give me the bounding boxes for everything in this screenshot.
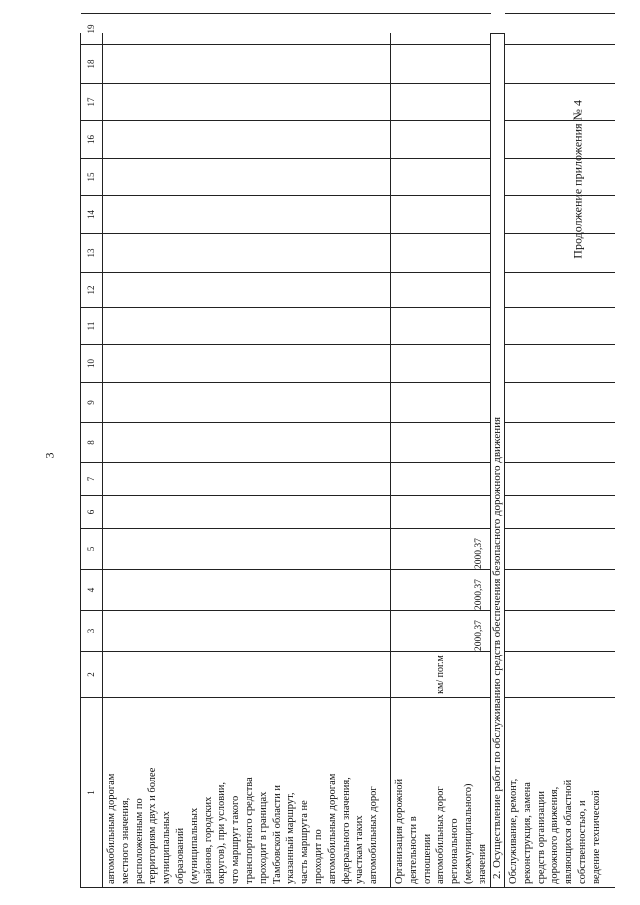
table-cell <box>505 570 615 611</box>
description-line: деятельности в <box>407 816 419 884</box>
table-cell <box>505 652 615 698</box>
table-cell <box>505 84 615 121</box>
table-cell <box>103 273 391 308</box>
description-line: автомобильных дорог <box>368 786 380 884</box>
description-line: ведение технической <box>590 790 602 884</box>
table-cell <box>103 611 391 652</box>
column-number: 11 <box>81 308 103 345</box>
column-number: 13 <box>81 234 103 273</box>
table-cell <box>391 84 491 121</box>
description-line: транспортного средства <box>243 777 255 884</box>
table-cell <box>505 529 615 570</box>
table-cell <box>391 273 491 308</box>
table-cell <box>391 234 491 273</box>
table-cell <box>103 423 391 463</box>
table-cell <box>391 308 491 345</box>
table-cell <box>391 463 491 496</box>
description-line: местного значения, <box>119 797 131 884</box>
table-cell <box>505 159 615 196</box>
table-cell <box>391 45 491 84</box>
description-line: Обслуживание, ремонт, <box>508 778 519 884</box>
table-cell <box>391 159 491 196</box>
description-line: муниципальных <box>161 811 173 884</box>
description-line: автомобильным дорогам <box>326 773 338 884</box>
table-cell <box>505 611 615 652</box>
table-cell <box>505 196 615 234</box>
description-line: территориям двух и более <box>147 767 159 884</box>
description-line: значения <box>476 843 488 884</box>
row-description <box>391 698 491 888</box>
description-line: дорожного движения, <box>549 786 561 884</box>
table-cell <box>505 273 615 308</box>
table-cell <box>505 423 615 463</box>
row-description <box>103 698 391 888</box>
page-number: 3 <box>42 452 57 459</box>
table-cell <box>103 463 391 496</box>
section-title: 2. Осуществление работ по обслуживанию средств обеспечения безопасного дорожного движения <box>491 416 503 879</box>
unit-cell: км/ пог.м <box>391 652 491 698</box>
description-line: собственностью, и <box>576 800 588 884</box>
section-header <box>490 33 504 888</box>
row-description <box>505 698 615 888</box>
description-line: Организация дорожной <box>394 778 405 884</box>
description-line: (муниципальных <box>188 807 200 884</box>
description-line: федерального значения, <box>340 777 352 884</box>
description-line: образований <box>174 827 186 884</box>
table-cell <box>103 345 391 383</box>
value-cell: 2000,37 <box>391 611 491 652</box>
description-line: отношении <box>421 833 433 884</box>
table-cell <box>103 652 391 698</box>
table-cell <box>505 121 615 159</box>
column-number: 2 <box>81 652 103 698</box>
table-cell <box>103 496 391 529</box>
description-line: указанный маршрут, <box>285 792 297 884</box>
table-row <box>390 33 491 888</box>
column-number: 12 <box>81 273 103 308</box>
column-number: 18 <box>81 45 103 84</box>
column-number: 19 <box>81 13 103 45</box>
table-cell <box>505 345 615 383</box>
description-line: автомобильным дорогам <box>106 773 117 884</box>
table-cell <box>103 234 391 273</box>
description-line: реконструкция, замена <box>521 782 533 884</box>
table-cell <box>391 13 491 45</box>
table-cell <box>103 570 391 611</box>
table-cell <box>505 234 615 273</box>
column-number: 1 <box>81 698 103 888</box>
column-number: 9 <box>81 383 103 423</box>
table-cell <box>391 345 491 383</box>
table-cell <box>391 496 491 529</box>
column-number: 14 <box>81 196 103 234</box>
description-line: округов), при условии, <box>216 781 228 884</box>
column-number: 8 <box>81 423 103 463</box>
table-cell <box>103 196 391 234</box>
value-cell: 2000,37 <box>391 570 491 611</box>
description-line: автомобильных дорог <box>435 786 447 884</box>
description-line: Тамбовской области и <box>271 784 283 884</box>
description-line: районов, городских <box>202 796 214 884</box>
table-cell <box>103 529 391 570</box>
table-cell <box>103 13 391 45</box>
description-line: участкам таких <box>354 815 366 884</box>
value-cell: 2000,37 <box>391 529 491 570</box>
column-number: 3 <box>81 611 103 652</box>
description-line: (межмуниципального) <box>462 783 474 884</box>
table-cell <box>505 383 615 423</box>
table-row <box>102 33 391 888</box>
column-number: 17 <box>81 84 103 121</box>
table-cell <box>103 383 391 423</box>
description-line: являющихся областной <box>563 779 575 884</box>
table-cell <box>391 423 491 463</box>
table-cell <box>103 84 391 121</box>
table-cell <box>505 308 615 345</box>
description-line: часть маршрута не <box>299 800 311 884</box>
table-cell <box>505 463 615 496</box>
column-number: 5 <box>81 529 103 570</box>
description-line: расположенным по <box>133 798 145 884</box>
appendix-title: Продолжение приложения № 4 <box>571 100 585 259</box>
description-line: что маршрут такого <box>230 795 242 884</box>
table-cell <box>103 159 391 196</box>
column-number: 15 <box>81 159 103 196</box>
table-cell <box>103 45 391 84</box>
table-cell <box>103 121 391 159</box>
table-cell <box>391 383 491 423</box>
column-number: 10 <box>81 345 103 383</box>
header-row <box>80 24 103 888</box>
table-cell <box>103 308 391 345</box>
column-number: 6 <box>81 496 103 529</box>
description-line: проходит в границах <box>257 791 269 884</box>
table-cell <box>391 196 491 234</box>
column-number: 7 <box>81 463 103 496</box>
description-line: проходит по <box>312 829 324 884</box>
column-number: 4 <box>81 570 103 611</box>
table-cell <box>505 45 615 84</box>
table-cell <box>505 496 615 529</box>
description-line: регионального <box>449 818 461 884</box>
table-row <box>504 33 615 888</box>
column-number: 16 <box>81 121 103 159</box>
table-cell <box>391 121 491 159</box>
description-line: средств организации <box>535 791 547 884</box>
table-cell <box>505 13 615 45</box>
